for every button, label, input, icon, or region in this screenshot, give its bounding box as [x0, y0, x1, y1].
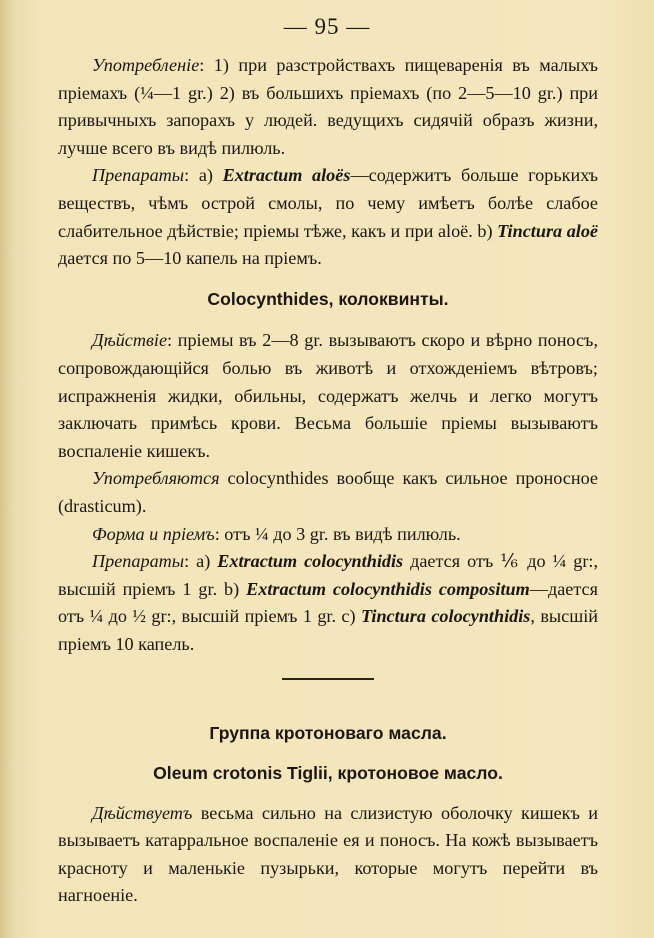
latin-term: Tinctura colocynthidis: [360, 606, 531, 627]
usage-paragraph: [58, 52, 598, 162]
text-fragment: , высшій пріемъ 10 капель.: [58, 606, 598, 654]
page-content: [58, 52, 598, 910]
section-heading-croton-oil: Oleum crotonis Tiglii, кротоновое масло.: [153, 763, 503, 784]
section-divider: [282, 678, 374, 680]
section-heading-colocynthides: Colocynthides, колоквинты.: [207, 288, 449, 309]
action-paragraph: [58, 327, 598, 465]
page-number: — 95 —: [283, 14, 371, 39]
text-fragment: : a): [184, 165, 223, 186]
text-fragment: : a): [184, 551, 218, 572]
used-lead: Употребляются: [92, 468, 220, 489]
used-paragraph: [58, 465, 598, 520]
croton-action-paragraph: [58, 800, 598, 910]
text-fragment: дается отъ ⅙ до ¼ gr:, высшій пріемъ 1 gr. b): [58, 551, 598, 599]
form-dose-paragraph: [58, 521, 598, 549]
latin-term: Extractum colocynthidis: [217, 551, 404, 572]
action-lead: Дѣйствіе: [92, 330, 168, 351]
usage-text: : 1) при разстройствахъ пищеваренія въ малыхъ пріемахъ (¼—1 gr.) 2) въ большихъ пріемахъ (по 2—5—10 gr.) при привычныхъ запорахъ у людей. ведущихъ сидячій образъ жизни, лучше всего въ видѣ пилюль.: [58, 55, 598, 158]
croton-action-text: весьма сильно на слизистую оболочку кишекъ и вызываетъ катарральное воспаленіе ея и поносъ. На кожѣ вызываетъ краснoту и маленькіе пузырьки, которые могутъ перейти въ нагноеніе.: [58, 802, 598, 906]
croton-action-lead: Дѣйствуетъ: [92, 802, 193, 823]
latin-term: Extractum aloës: [222, 165, 351, 186]
preparations-paragraph-colocynth: [58, 548, 598, 658]
preparations-lead: Препараты: [92, 165, 185, 186]
latin-term: Extractum colocynthidis compositum: [246, 578, 530, 599]
text-fragment: —дается отъ ¼ до ½ gr:, высшій пріемъ 1 gr. c): [58, 578, 598, 627]
usage-lead: Употребленіе: [92, 55, 200, 75]
preparations-lead: Препараты: [92, 551, 185, 572]
used-text: colocynthides вообще какъ сильное проносное (drasticum).: [58, 468, 598, 516]
form-dose-text: : отъ ¼ до 3 gr. въ видѣ пилюль.: [214, 523, 461, 544]
latin-term: Tinctura aloë: [497, 220, 599, 241]
preparations-paragraph-aloe: [58, 162, 598, 272]
action-text: : пріемы въ 2—8 gr. вызываютъ скоро и вѣрно поносъ, сопровождающійся болью въ животѣ и отхожденіемъ вѣтровъ; испражненія жидки, обильны, содержатъ желчь и легко могутъ заключать примѣсь крови. Весьма большіе пріемы вызываютъ воспаленіе кишекъ.: [58, 330, 598, 461]
form-dose-lead: Форма и пріемъ: [92, 523, 215, 544]
section-heading-croton-group: Группа кротоноваго масла.: [209, 723, 447, 744]
text-fragment: дается по 5—10 капель на пріемъ.: [58, 248, 322, 269]
text-fragment: —содержитъ больше горькихъ веществъ, чѣмъ острой смолы, по чему имѣетъ болѣе слабое слабительное дѣйствіе; пріемы тѣже, какъ и при aloë. b): [58, 165, 599, 241]
